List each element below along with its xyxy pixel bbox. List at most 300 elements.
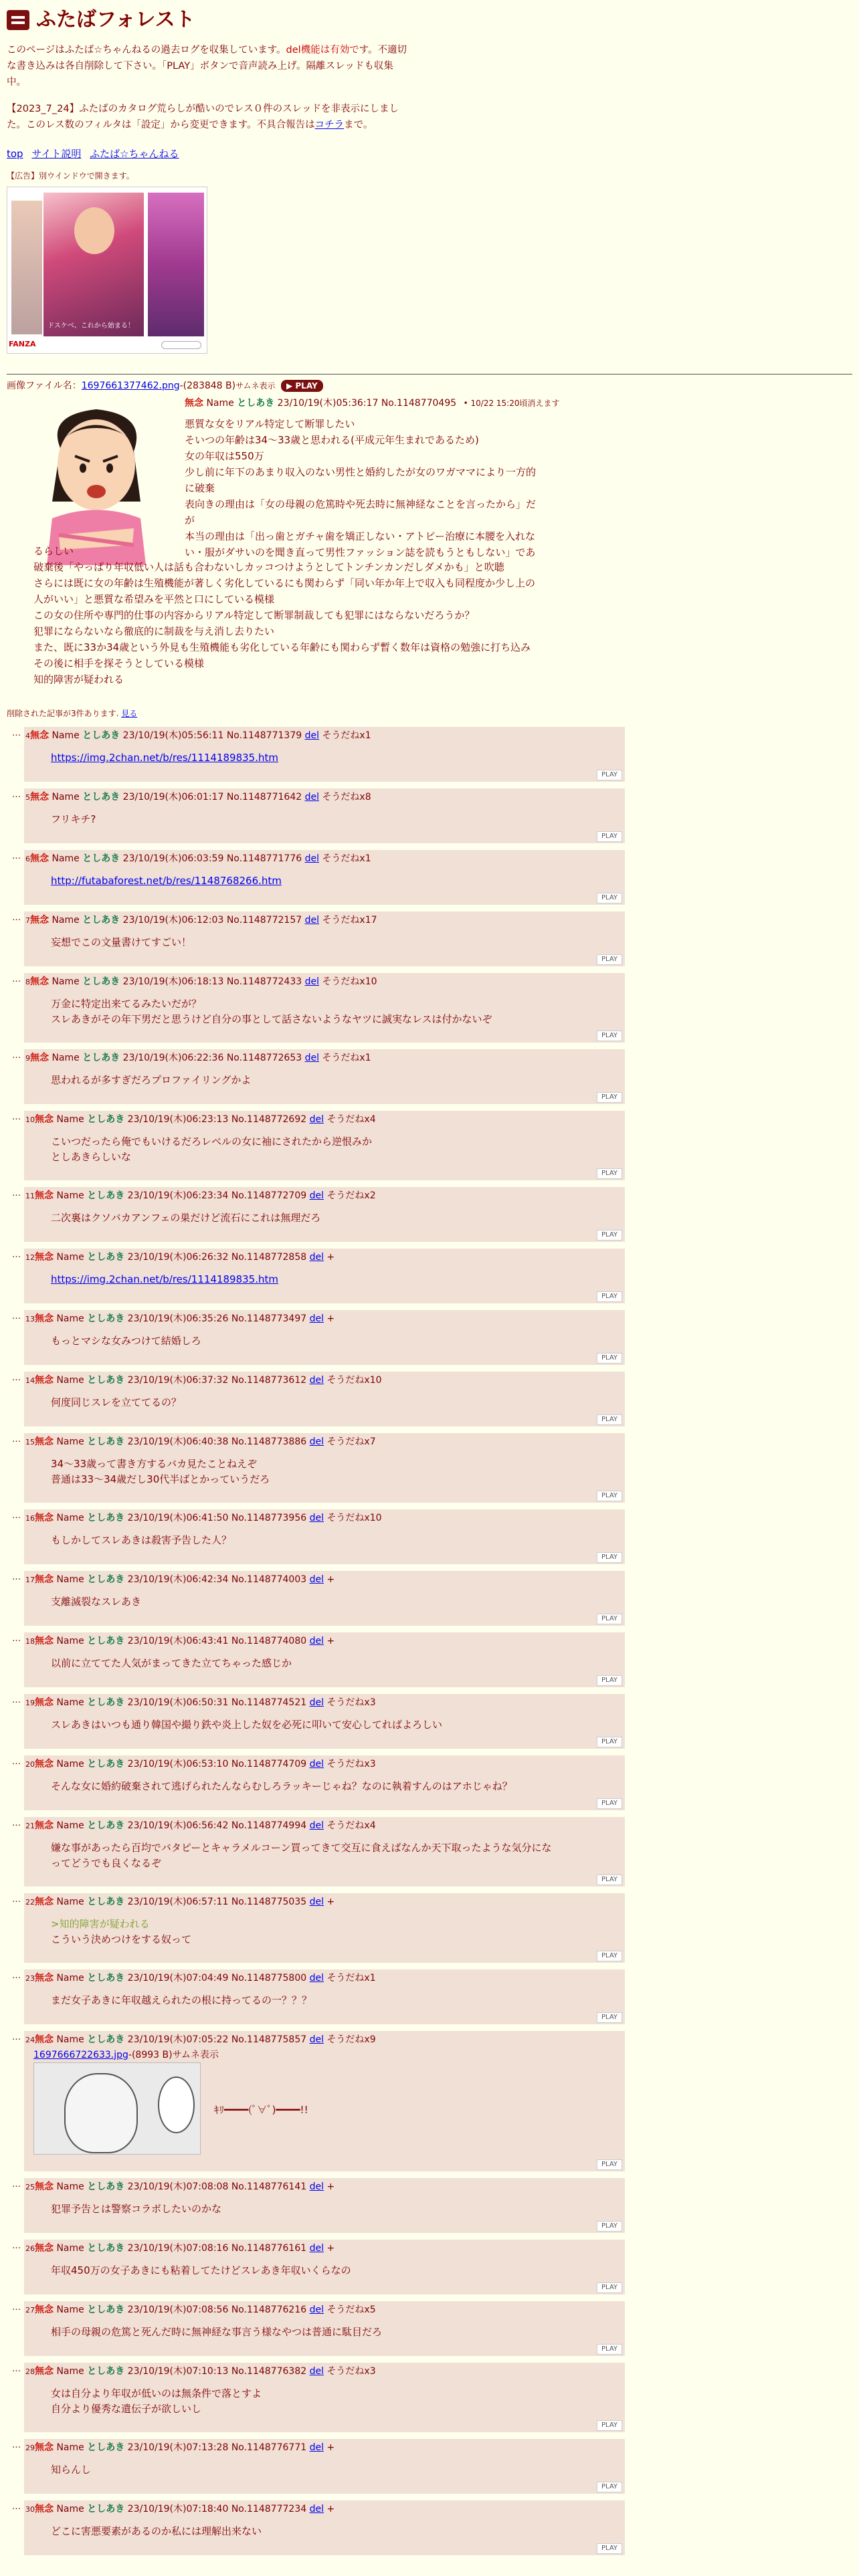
- reply-del-link[interactable]: del: [309, 1697, 324, 1709]
- op-datetime: 23/10/19(木)05:36:17: [277, 398, 379, 409]
- ad-controls[interactable]: [161, 341, 201, 349]
- reply-play-button[interactable]: PLAY: [597, 2282, 622, 2293]
- reply-index: 17: [25, 1576, 35, 1585]
- reply-index: 29: [25, 2444, 35, 2453]
- reply-soudane[interactable]: そうだねx10: [326, 1513, 382, 1524]
- reply-subject: 無念: [35, 1436, 54, 1448]
- reply-play-button[interactable]: PLAY: [597, 1951, 622, 1961]
- reply-subject: 無念: [35, 2442, 54, 2454]
- reply-number: No.1148772433: [226, 976, 302, 988]
- reply-del-link[interactable]: del: [309, 2181, 324, 2193]
- reply-body: [24, 2256, 625, 2278]
- reply-number: No.1148775857: [231, 2034, 307, 2046]
- reply-datetime: 23/10/19(木)06:03:59: [122, 853, 224, 865]
- reply-soudane[interactable]: そうだねx10: [326, 1375, 382, 1386]
- reply-index: 6: [25, 855, 30, 864]
- reply-body: [24, 990, 625, 1028]
- reply-number: No.1148772709: [231, 1190, 307, 1202]
- reply-author: としあき: [87, 1252, 125, 1263]
- reply-body: [201, 2062, 308, 2118]
- reply-header: [24, 2240, 625, 2256]
- reply-name-label: Name: [56, 1574, 84, 1586]
- reply-body: [24, 2517, 625, 2539]
- op-line: に破棄: [185, 482, 215, 495]
- reply-name-label: Name: [56, 1436, 84, 1448]
- reply-line: もっとマシな女みつけて結婚しろ: [51, 1334, 201, 1347]
- reply-play-button[interactable]: PLAY: [597, 831, 622, 842]
- op-file-label: 画像ファイル名：: [7, 380, 82, 391]
- reply-line: 支離滅裂なスレあき: [51, 1595, 142, 1608]
- reply-index: 10: [25, 1115, 35, 1125]
- reply-number: No.1148776771: [231, 2442, 307, 2454]
- reply-line: 何度同じスレを立ててるの？: [51, 1396, 182, 1408]
- reply-datetime: 23/10/19(木)06:18:13: [122, 976, 224, 988]
- op-file-info: [7, 379, 852, 393]
- reply-author: としあき: [87, 1973, 125, 1984]
- reply-soudane[interactable]: +: [326, 1252, 335, 1263]
- op-line: また、既に33か34歳という外見も生殖機能も劣化している年齢にも関わらず暫く数年は資格の勉強に打ち込み: [33, 641, 531, 654]
- reply-author: としあき: [87, 1697, 125, 1709]
- nav-top-link[interactable]: top: [7, 147, 23, 160]
- reply-play-button[interactable]: PLAY: [597, 1737, 622, 1747]
- reply-author: としあき: [82, 730, 120, 742]
- reply-author: としあき: [87, 2181, 125, 2193]
- reply-name-label: Name: [56, 1820, 84, 1832]
- reply-del-link[interactable]: del: [309, 1114, 324, 1125]
- reply-soudane[interactable]: +: [326, 1897, 335, 1908]
- reply: [12, 973, 625, 1043]
- reply-soudane[interactable]: +: [326, 2504, 335, 2515]
- reply-del-link[interactable]: del: [309, 1897, 324, 1908]
- reply-subject: 無念: [30, 1053, 49, 1064]
- reply-header: [24, 2439, 625, 2455]
- reply: [12, 1817, 625, 1887]
- reply-del-link[interactable]: del: [309, 1436, 324, 1448]
- reply-play-button[interactable]: PLAY: [597, 1552, 622, 1563]
- ad-banner[interactable]: [7, 187, 207, 354]
- op-line: この女の住所や専門的仕事の内容からリアル特定して断罪制裁しても犯罪にはならないだろうか？: [33, 609, 475, 622]
- op-line: 人がいい」と悪質な希望みを平然と口にしている模様: [33, 593, 275, 606]
- reply-header: [24, 911, 625, 928]
- reply-dots: …: [12, 1311, 21, 1322]
- reply-line: 以前に立ててた人気がまってきた立てちゃった感じか: [51, 1656, 292, 1669]
- reply-soudane[interactable]: そうだねx1: [322, 853, 371, 865]
- deleted-see-link[interactable]: 見る: [121, 709, 138, 719]
- reply-name-label: Name: [52, 730, 80, 742]
- reply-line: スレあきはいつも通り韓国や撮り鉄や炎上した奴を必死に叩いて安心してればよろしい: [51, 1718, 443, 1731]
- reply: [12, 1187, 625, 1242]
- reply-body: [24, 1204, 625, 1226]
- reply-datetime: 23/10/19(木)06:41:50: [127, 1513, 229, 1524]
- reply-play-button[interactable]: PLAY: [597, 1353, 622, 1364]
- reply-play-button[interactable]: PLAY: [597, 893, 622, 903]
- reply-line: 自分より優秀な遺伝子が欲しいし: [51, 2403, 202, 2416]
- reply-number: No.1148774080: [231, 1636, 307, 1647]
- reply-soudane[interactable]: +: [326, 1574, 335, 1586]
- reply-index: 15: [25, 1438, 35, 1447]
- reply-header: [24, 2500, 625, 2516]
- reply-del-link[interactable]: del: [309, 1759, 324, 1770]
- op-play-button[interactable]: ▶ PLAY: [281, 380, 323, 392]
- reply-box: [24, 1893, 625, 1963]
- reply-del-link[interactable]: del: [304, 1053, 319, 1064]
- reply-soudane[interactable]: そうだねx2: [326, 1190, 376, 1202]
- op-line: 少し前に年下のあまり収入のない男性と婚約したが女のワガママにより一方的: [185, 466, 537, 479]
- reply-soudane[interactable]: +: [326, 2442, 335, 2454]
- reply-soudane[interactable]: +: [326, 1636, 335, 1647]
- ad-side-image: [148, 193, 204, 336]
- reply-dots: …: [12, 1511, 21, 1521]
- reply-body: [24, 1588, 625, 1610]
- reply-play-button[interactable]: PLAY: [597, 1031, 622, 1041]
- reply-line: ｷﾘ━━━━(ﾟ∀ﾟ)━━━━!!: [214, 2104, 308, 2117]
- reply-number: No.1148772157: [226, 915, 302, 926]
- op-file-link[interactable]: 1697661377462.png: [81, 380, 180, 391]
- reply-index: 5: [25, 793, 30, 802]
- reply: [12, 1571, 625, 1626]
- reply-soudane[interactable]: +: [326, 2181, 335, 2193]
- reply-soudane[interactable]: +: [326, 1313, 335, 1325]
- ad-caption: ドスケベ、これから始まる！: [47, 322, 134, 330]
- reply-line: まだ女子あきに年収越えられたの根に持ってるの一？？？: [51, 1994, 312, 2006]
- reply-number: No.1148776216: [231, 2304, 307, 2316]
- reply-number: No.1148773886: [231, 1436, 307, 1448]
- reply-subject: 無念: [35, 1252, 54, 1263]
- reply-name-label: Name: [56, 1636, 84, 1647]
- reply-del-link[interactable]: del: [309, 2504, 324, 2515]
- reply-del-link[interactable]: del: [309, 1313, 324, 1325]
- op-line: い・服がダサいのを聞き直って男性ファッション誌を読もうともしない」であ: [185, 546, 536, 559]
- reply-author: としあき: [87, 1513, 125, 1524]
- reply-body: [24, 1910, 625, 1948]
- reply-del-link[interactable]: del: [304, 730, 319, 742]
- reply-dots: …: [12, 2241, 21, 2252]
- op-line: 本当の理由は「出っ歯とガチャ歯を矯正しない・アトピー治療に本腰を入れな: [185, 530, 535, 543]
- reply-index: 22: [25, 1898, 35, 1907]
- reply-number: No.1148774521: [231, 1697, 307, 1709]
- angry-woman-illustration: [20, 401, 173, 565]
- reply-subject: 無念: [35, 1190, 54, 1202]
- reply-del-link[interactable]: del: [309, 1252, 324, 1263]
- reply-box: [24, 1111, 625, 1180]
- reply-play-button[interactable]: PLAY: [597, 1414, 622, 1425]
- reply-link[interactable]: https://img.2chan.net/b/res/1114189835.htm: [51, 1273, 278, 1285]
- reply-header: [24, 1969, 625, 1985]
- reply-line: スレあきがその年下男だと思うけど自分の事として話さないようなヤツに誠実なレスは付かないぞ: [51, 1013, 492, 1026]
- site-logo-icon: [7, 10, 29, 30]
- reply-name-label: Name: [52, 792, 80, 803]
- reply-datetime: 23/10/19(木)06:37:32: [127, 1375, 229, 1386]
- op-line: その後に相手を探そうとしている模様: [33, 657, 205, 670]
- reply: [12, 2363, 625, 2432]
- op-play-label: PLAY: [295, 381, 318, 391]
- reply-index: 19: [25, 1699, 35, 1708]
- reply-box: [24, 2500, 625, 2555]
- reply-datetime: 23/10/19(木)07:18:40: [127, 2504, 229, 2515]
- reply-play-button[interactable]: PLAY: [597, 1092, 622, 1103]
- reply-del-link[interactable]: del: [309, 1190, 324, 1202]
- reply-image-row: [24, 2062, 625, 2155]
- reply-play-button[interactable]: PLAY: [597, 2420, 622, 2431]
- reply-play-button[interactable]: PLAY: [597, 2159, 622, 2170]
- reply-subject: 無念: [35, 2034, 54, 2046]
- reply-play-button[interactable]: PLAY: [597, 1230, 622, 1241]
- nav-futaba-link[interactable]: ふたば☆ちゃんねる: [90, 147, 179, 160]
- intro-paragraph-1: [7, 43, 408, 91]
- reply-name-label: Name: [52, 976, 80, 988]
- reply-line: 相手の母親の危篤と死んだ時に無神経な事言う様なやつは普通に駄目だろ: [51, 2325, 383, 2338]
- reply-number: No.1148771379: [226, 730, 302, 742]
- site-header: [7, 0, 852, 36]
- reply-del-link[interactable]: del: [309, 1513, 324, 1524]
- reply-dots: …: [12, 1250, 21, 1261]
- reply-play-button[interactable]: PLAY: [597, 1675, 622, 1686]
- reply-del-link[interactable]: del: [304, 792, 319, 803]
- reply-body: [24, 1450, 625, 1488]
- reply-author: としあき: [87, 1574, 125, 1586]
- report-link[interactable]: コチラ: [314, 119, 345, 130]
- op-image[interactable]: [20, 401, 173, 565]
- reply-soudane[interactable]: そうだねx3: [326, 1759, 376, 1770]
- reply-soudane[interactable]: そうだねx3: [326, 1697, 376, 1709]
- reply-play-button[interactable]: PLAY: [597, 2543, 622, 2554]
- reply-line: 嫌な事があったら百均でバタピーとキャラメルコーン買ってきて交互に食えばなんか天下取ったような気分にな: [51, 1841, 552, 1854]
- reply-line: こういう決めつけをする奴って: [51, 1933, 192, 1946]
- reply-play-button[interactable]: PLAY: [597, 770, 622, 780]
- reply-box: [24, 2031, 625, 2171]
- reply-line: 34〜33歳って書き方するバカ見たことねえぞ: [51, 1457, 258, 1470]
- reply-line: 妄想でこの文量書けてすごい！: [51, 936, 192, 948]
- reply-dots: …: [12, 1895, 21, 1905]
- reply: [12, 911, 625, 966]
- reply-play-button[interactable]: PLAY: [597, 954, 622, 965]
- reply-name-label: Name: [56, 2034, 84, 2046]
- reply-box: [24, 1755, 625, 1810]
- reply-name-label: Name: [52, 853, 80, 865]
- reply-header: [24, 1571, 625, 1587]
- reply-author: としあき: [82, 915, 120, 926]
- reply-datetime: 23/10/19(木)06:12:03: [122, 915, 224, 926]
- reply-author: としあき: [87, 2304, 125, 2316]
- reply-soudane[interactable]: +: [326, 2243, 335, 2254]
- reply-body: [24, 2379, 625, 2418]
- reply-del-link[interactable]: del: [309, 1375, 324, 1386]
- reply-del-link[interactable]: del: [309, 2366, 324, 2377]
- reply-body: [24, 1986, 625, 2008]
- reply-del-link[interactable]: del: [309, 1820, 324, 1832]
- deleted-note-text: 削除された記事が3件あります.: [7, 709, 119, 719]
- reply-author: としあき: [87, 1820, 125, 1832]
- reply-play-button[interactable]: PLAY: [597, 1168, 622, 1179]
- reply-number: No.1148776141: [231, 2181, 307, 2193]
- reply-link[interactable]: https://img.2chan.net/b/res/1114189835.htm: [51, 751, 278, 764]
- reply-author: としあき: [87, 2243, 125, 2254]
- reply-datetime: 23/10/19(木)07:04:49: [127, 1973, 229, 1984]
- reply-subject: 無念: [35, 1697, 54, 1709]
- reply-number: No.1148771776: [226, 853, 302, 865]
- reply-dots: …: [12, 1818, 21, 1829]
- site-title: ふたばフォレスト: [36, 8, 195, 31]
- reply-line: 二次裏はクソバカアンフェの巣だけど流石にこれは無理だろ: [51, 1211, 321, 1224]
- reply-box: [24, 1694, 625, 1749]
- reply-del-link[interactable]: del: [309, 2304, 324, 2316]
- reply-image[interactable]: [33, 2062, 201, 2155]
- reply-body: [24, 1526, 625, 1548]
- reply-file-link[interactable]: 1697666722633.jpg: [33, 2049, 128, 2060]
- reply-index: 28: [25, 2367, 35, 2377]
- reply-play-button[interactable]: PLAY: [597, 2012, 622, 2023]
- reply-link[interactable]: http://futabaforest.net/b/res/1148768266.htm: [51, 874, 282, 887]
- reply-body: [24, 1711, 625, 1733]
- nav-links: [7, 146, 852, 162]
- reply-del-link[interactable]: del: [309, 1574, 324, 1586]
- reply-index: 25: [25, 2183, 35, 2192]
- reply-author: としあき: [82, 792, 120, 803]
- reply-datetime: 23/10/19(木)06:01:17: [122, 792, 224, 803]
- reply-soudane[interactable]: そうだねx10: [322, 976, 377, 988]
- reply-subject: 無念: [35, 1574, 54, 1586]
- reply-dots: …: [12, 1434, 21, 1445]
- reply-soudane[interactable]: そうだねx17: [322, 915, 377, 926]
- reply-box: [24, 1632, 625, 1687]
- reply-del-link[interactable]: del: [304, 915, 319, 926]
- intro-text-2-end: まで。: [344, 119, 373, 130]
- reply-del-link[interactable]: del: [309, 1636, 324, 1647]
- reply-body: [24, 744, 625, 766]
- reply-soudane[interactable]: そうだねx7: [326, 1436, 376, 1448]
- reply-box: [24, 1187, 625, 1242]
- reply-dots: …: [12, 1695, 21, 1706]
- reply-name-label: Name: [56, 1252, 84, 1263]
- reply-header: [24, 2031, 625, 2047]
- reply-soudane[interactable]: そうだねx4: [326, 1820, 376, 1832]
- reply-file-info: [24, 2048, 625, 2062]
- reply-soudane[interactable]: そうだねx8: [322, 792, 371, 803]
- reply-play-button[interactable]: PLAY: [597, 1614, 622, 1624]
- reply-del-link[interactable]: del: [309, 1973, 324, 1984]
- reply-number: No.1148774709: [231, 1759, 307, 1770]
- reply: [12, 1755, 625, 1810]
- reply-body: [24, 1834, 625, 1872]
- intro-text-1a: このページはふたば☆ちゃんねるの過去ログを収集しています。: [7, 45, 286, 56]
- op-line: るらしい: [33, 545, 74, 558]
- reply-author: としあき: [82, 853, 120, 865]
- reply-index: 9: [25, 1054, 30, 1063]
- reply-body: [24, 1649, 625, 1671]
- reply-datetime: 23/10/19(木)06:26:32: [127, 1252, 229, 1263]
- reply-dots: …: [12, 790, 21, 800]
- reply-subject: 無念: [35, 1897, 54, 1908]
- reply-dots: …: [12, 2502, 21, 2512]
- reply-line: そんな女に婚約破棄されて逃げられたんならむしろラッキーじゃね？なのに執着すんのはアホじゃね？: [51, 1780, 512, 1792]
- reply-play-button[interactable]: PLAY: [597, 1874, 622, 1885]
- reply-dots: …: [12, 2440, 21, 2451]
- reply-datetime: 23/10/19(木)06:23:13: [127, 1114, 229, 1125]
- reply-number: No.1148777234: [231, 2504, 307, 2515]
- reply-dots: …: [12, 728, 21, 739]
- reply-index: 24: [25, 2036, 35, 2045]
- reply-name-label: Name: [56, 1973, 84, 1984]
- reply-soudane[interactable]: そうだねx1: [326, 1973, 376, 1984]
- reply-index: 23: [25, 1974, 35, 1983]
- reply-name-label: Name: [56, 1375, 84, 1386]
- reply-box: [24, 1433, 625, 1503]
- reply-datetime: 23/10/19(木)06:57:11: [127, 1897, 229, 1908]
- reply-index: 4: [25, 732, 30, 741]
- reply-box: [24, 2363, 625, 2432]
- reply-header: [24, 973, 625, 989]
- reply-author: としあき: [87, 1190, 125, 1202]
- reply-del-link[interactable]: del: [304, 976, 319, 988]
- op-line: 悪質な女をリアル特定して断罪したい: [185, 418, 355, 431]
- ad-face-image: [74, 207, 114, 254]
- reply-dots: …: [12, 2179, 21, 2190]
- reply-soudane[interactable]: そうだねx1: [322, 730, 371, 742]
- intro-paragraph-2: [7, 102, 408, 134]
- op-line: さらには既に女の年齢は生殖機能が著しく劣化しているにも関わらず「同い年か年上で収入も同程度か少し上の: [33, 577, 536, 590]
- reply-subject: 無念: [35, 2366, 54, 2377]
- reply-soudane[interactable]: そうだねx1: [322, 1053, 371, 1064]
- reply-file-size: -(8993 B): [128, 2049, 173, 2060]
- reply-line: 年収450万の女子あきにも粘着してたけどスレあき年収いくらなの: [51, 2264, 351, 2276]
- reply-dots: …: [12, 2364, 21, 2375]
- reply-index: 30: [25, 2505, 35, 2514]
- reply: [12, 1893, 625, 1963]
- reply-dots: …: [12, 1634, 21, 1644]
- reply: [12, 2240, 625, 2294]
- reply-line: としあきらしいな: [51, 1151, 132, 1164]
- reply-play-button[interactable]: PLAY: [597, 2482, 622, 2492]
- op-line: 表向きの理由は「女の母親の危篤時や死去時に無神経なことを言ったから」だ: [185, 498, 537, 511]
- reply-play-button[interactable]: PLAY: [597, 1491, 622, 1501]
- reply-datetime: 23/10/19(木)06:23:34: [127, 1190, 229, 1202]
- reply-subject: 無念: [35, 2504, 54, 2515]
- reply-soudane[interactable]: そうだねx4: [326, 1114, 376, 1125]
- reply-play-button[interactable]: PLAY: [597, 1291, 622, 1302]
- reply: [12, 2439, 625, 2494]
- reply-del-link[interactable]: del: [309, 2442, 324, 2454]
- reply-datetime: 23/10/19(木)06:35:26: [127, 1313, 229, 1325]
- reply-soudane[interactable]: そうだねx5: [326, 2304, 376, 2316]
- reply-del-link[interactable]: del: [304, 853, 319, 865]
- deleted-note: [7, 708, 852, 720]
- reply-soudane[interactable]: そうだねx3: [326, 2366, 376, 2377]
- reply-header: [24, 2178, 625, 2194]
- reply-line: どこに害悪要素があるのか私には理解出来ない: [51, 2525, 262, 2537]
- nav-site-desc-link[interactable]: サイト説明: [31, 147, 82, 160]
- reply-del-link[interactable]: del: [309, 2243, 324, 2254]
- reply-dots: …: [12, 1188, 21, 1199]
- reply-play-button[interactable]: PLAY: [597, 2221, 622, 2232]
- reply-play-button[interactable]: PLAY: [597, 2344, 622, 2355]
- reply-box: [24, 2439, 625, 2494]
- reply-number: No.1148775035: [231, 1897, 307, 1908]
- reply-del-link[interactable]: del: [309, 2034, 324, 2046]
- reply-play-button[interactable]: PLAY: [597, 1798, 622, 1809]
- reply-line: 普通は33〜34歳だし30代半ばとかっていうだろ: [51, 1473, 270, 1486]
- reply-datetime: 23/10/19(木)06:42:34: [127, 1574, 229, 1586]
- reply-number: No.1148773956: [231, 1513, 307, 1524]
- reply-header: [24, 1249, 625, 1265]
- reply-name-label: Name: [56, 1313, 84, 1325]
- reply-soudane[interactable]: そうだねx9: [326, 2034, 376, 2046]
- reply-line: 犯罪予告とは警察コラボしたいのかな: [51, 2202, 222, 2215]
- reply-name-label: Name: [56, 1513, 84, 1524]
- intro-text-1b: del機能は有効で: [286, 45, 359, 56]
- reply-header: [24, 2363, 625, 2379]
- reply-datetime: 23/10/19(木)07:13:28: [127, 2442, 229, 2454]
- reply-author: としあき: [87, 1897, 125, 1908]
